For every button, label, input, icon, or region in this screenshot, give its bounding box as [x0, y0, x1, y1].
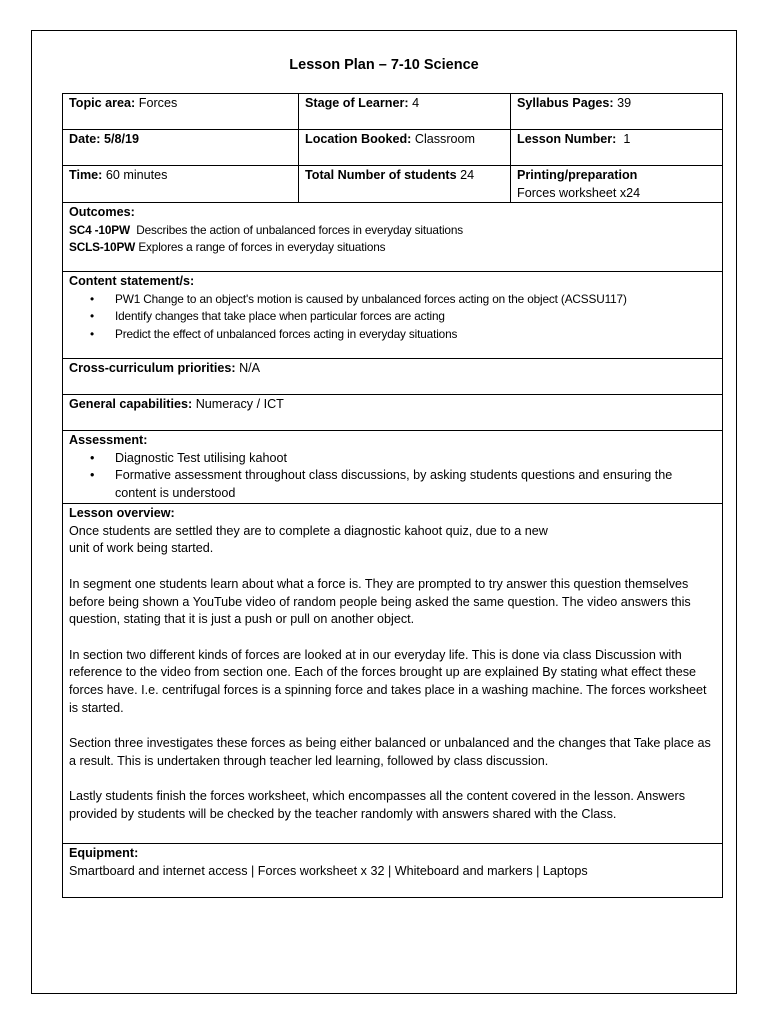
content-item: • Identify changes that take place when particular forces are acting [115, 308, 717, 326]
syllabus-label: Syllabus Pages: [517, 96, 614, 110]
date-value: 5/8/19 [104, 132, 140, 146]
outcome-item [69, 222, 717, 240]
cross-curriculum-value: N/A [239, 361, 261, 376]
printing-label: Printing/preparation [517, 168, 638, 182]
outcome-text: Describes the action of unbalanced forces in everyday situations [136, 222, 464, 237]
overview-paragraph: In segment one students learn about what a force is. They are prompted to try answer this question themselves before being shown a YouTube video of random people being asked the same question. The video answers this question, stating that it is just a push or pull on another object. [69, 576, 691, 627]
content-item: • Predict the effect of unbalanced forces acting in everyday situations [115, 326, 717, 344]
students-cell [299, 166, 511, 203]
overview-cell [63, 504, 723, 844]
overview-paragraph [69, 523, 717, 558]
cross-curriculum-label: Cross-curriculum priorities: [69, 361, 236, 376]
assessment-list [69, 450, 717, 503]
content-label: Content statement/s: [69, 274, 195, 289]
content-list [69, 291, 717, 344]
stage-label: Stage of Learner: [305, 96, 409, 110]
row-content-statements [63, 272, 723, 359]
lesson-number-value: 1 [623, 132, 631, 146]
stage-value: 4 [412, 96, 420, 110]
overview-line: unit of work being started. [69, 541, 214, 556]
overview-paragraph: In section two different kinds of forces are looked at in our everyday life. This is done via class Discussion with reference to the video from section one. Each of the forces brought up are explained By stating what effect these forces have. I.e. centrifugal forces is a spinning force and takes place in a washing machine. The forces worksheet is started. [69, 647, 707, 715]
outcome-code: SCLS-10PW [69, 240, 136, 255]
cross-curriculum-cell [63, 359, 723, 395]
printing-cell [511, 166, 723, 203]
equipment-cell [63, 844, 723, 898]
overview-line: Once students are settled they are to complete a diagnostic kahoot quiz, due to a new [69, 523, 548, 538]
date-cell [63, 130, 299, 166]
row-time [63, 166, 723, 203]
topic-cell [63, 94, 299, 130]
overview-label: Lesson overview: [69, 506, 175, 521]
topic-value: Forces [138, 96, 178, 110]
row-cross-curriculum [63, 359, 723, 395]
date-label: Date: [69, 132, 101, 146]
row-topic [63, 94, 723, 130]
row-equipment [63, 844, 723, 898]
equipment-value: Smartboard and internet access | Forces worksheet x 32 | Whiteboard and markers | Laptops [69, 863, 588, 878]
topic-label: Topic area: [69, 96, 136, 110]
row-date [63, 130, 723, 166]
printing-value: Forces worksheet x24 [517, 185, 641, 200]
outcome-text: Explores a range of forces in everyday situations [138, 240, 386, 255]
lesson-plan-table [62, 93, 723, 898]
syllabus-value: 39 [617, 96, 632, 110]
outcomes-label: Outcomes: [69, 205, 135, 220]
overview-paragraph: Lastly students finish the forces worksheet, which encompasses all the content covered in the lesson. Answers provided by students will be checked by the teacher randomly with answers shared with the Class. [69, 789, 686, 821]
row-lesson-overview [63, 504, 723, 844]
lesson-number-label: Lesson Number: [517, 132, 617, 146]
syllabus-cell [511, 94, 723, 130]
time-cell [63, 166, 299, 203]
equipment-label: Equipment: [69, 846, 139, 861]
location-value: Classroom [414, 132, 476, 146]
students-value: 24 [460, 168, 475, 182]
general-capabilities-cell [63, 395, 723, 431]
overview-paragraph: Section three investigates these forces as being either balanced or unbalanced and the changes that Take place as a result. This is undertaken through teacher led learning, followed by class discussion. [69, 736, 711, 768]
outcome-code: SC4 -10PW [69, 222, 130, 237]
row-general-capabilities [63, 395, 723, 431]
row-outcomes [63, 203, 723, 272]
time-value: 60 minutes [105, 168, 168, 182]
lesson-number-cell [511, 130, 723, 166]
general-capabilities-label: General capabilities: [69, 397, 193, 412]
time-label: Time: [69, 168, 103, 182]
stage-cell [299, 94, 511, 130]
assessment-item: • Formative assessment throughout class discussions, by asking students questions and ensuring the content is understood [115, 467, 717, 502]
location-cell [299, 130, 511, 166]
row-assessment [63, 431, 723, 504]
content-item: • PW1 Change to an object's motion is caused by unbalanced forces acting on the object (ACSSU117) [115, 291, 717, 309]
assessment-label: Assessment: [69, 433, 148, 448]
assessment-item: • Diagnostic Test utilising kahoot [115, 450, 717, 468]
content-cell [63, 272, 723, 359]
students-label: Total Number of students [305, 168, 457, 182]
general-capabilities-value: Numeracy / ICT [195, 397, 284, 412]
outcome-item [69, 239, 717, 257]
document-title: Lesson Plan – 7-10 Science [289, 57, 479, 73]
location-label: Location Booked: [305, 132, 412, 146]
assessment-cell [63, 431, 723, 504]
outcomes-cell [63, 203, 723, 272]
